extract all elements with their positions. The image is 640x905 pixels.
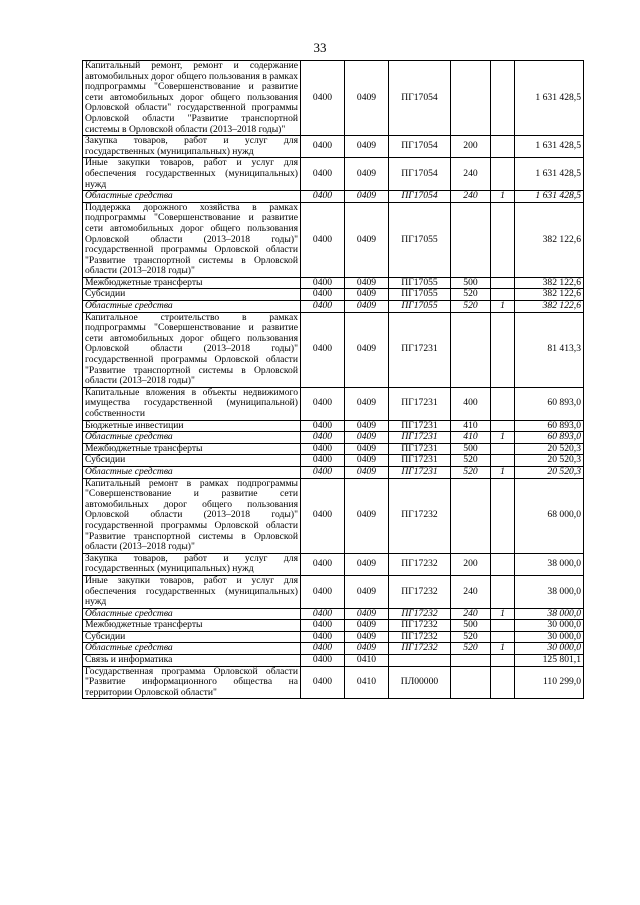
row-amount: 81 413,3	[515, 312, 584, 387]
row-funding-mark	[491, 312, 515, 387]
row-funding-mark	[491, 61, 515, 136]
page-number: 33	[313, 40, 327, 55]
row-name: Закупка товаров, работ и услуг для государственных (муниципальных) нужд	[83, 136, 301, 158]
row-subsection-code: 0409	[345, 289, 389, 301]
row-funding-mark: 1	[491, 466, 515, 478]
table-row	[83, 158, 584, 191]
table-row	[83, 455, 584, 467]
row-amount: 382 122,6	[515, 301, 584, 313]
table-row	[83, 553, 584, 575]
table-row	[83, 277, 584, 289]
row-funding-mark	[491, 478, 515, 553]
row-subsection-code: 0409	[345, 608, 389, 620]
row-name: Субсидии	[83, 289, 301, 301]
row-funding-mark	[491, 666, 515, 699]
row-section-code: 0400	[301, 666, 345, 699]
row-amount: 125 801,1	[515, 655, 584, 667]
row-subsection-code: 0409	[345, 312, 389, 387]
row-target-article: ПГ17055	[389, 301, 451, 313]
row-subsection-code: 0409	[345, 443, 389, 455]
row-funding-mark	[491, 655, 515, 667]
row-amount: 382 122,6	[515, 277, 584, 289]
row-section-code: 0400	[301, 575, 345, 608]
row-amount: 1 631 428,5	[515, 61, 584, 136]
row-funding-mark	[491, 202, 515, 277]
row-amount: 1 631 428,5	[515, 136, 584, 158]
row-name: Капитальные вложения в объекты недвижимого имущества государственной (муниципальной) собственности	[83, 387, 301, 420]
row-name: Бюджетные инвестиции	[83, 420, 301, 432]
row-target-article: ПГ17232	[389, 620, 451, 632]
row-target-article: ПЛ00000	[389, 666, 451, 699]
row-amount: 20 520,3	[515, 443, 584, 455]
row-funding-mark	[491, 277, 515, 289]
row-name: Капитальный ремонт, ремонт и содержание автомобильных дорог общего пользования в рамках подпрограммы "Совершенствование и развитие сети автомобильных дорог общего пользования Орловской области" государственной программы Орловской области "Развитие транспортной системы в Орловской области (2013–2018 годы)"	[83, 61, 301, 136]
row-subsection-code: 0409	[345, 643, 389, 655]
row-amount: 38 000,0	[515, 608, 584, 620]
row-expense-type: 410	[451, 420, 491, 432]
table-row	[83, 312, 584, 387]
table-row	[83, 289, 584, 301]
row-subsection-code: 0409	[345, 553, 389, 575]
row-expense-type: 520	[451, 643, 491, 655]
row-name: Межбюджетные трансферты	[83, 443, 301, 455]
row-expense-type: 240	[451, 158, 491, 191]
row-target-article	[389, 655, 451, 667]
row-section-code: 0400	[301, 478, 345, 553]
row-name: Субсидии	[83, 455, 301, 467]
row-target-article: ПГ17054	[389, 136, 451, 158]
row-funding-mark	[491, 420, 515, 432]
row-amount: 60 893,0	[515, 387, 584, 420]
table-row	[83, 191, 584, 203]
row-funding-mark	[491, 620, 515, 632]
row-target-article: ПГ17231	[389, 312, 451, 387]
table-row	[83, 420, 584, 432]
row-subsection-code: 0409	[345, 478, 389, 553]
row-expense-type: 520	[451, 301, 491, 313]
row-name: Связь и информатика	[83, 655, 301, 667]
row-name: Межбюджетные трансферты	[83, 277, 301, 289]
row-target-article: ПГ17232	[389, 608, 451, 620]
row-name: Межбюджетные трансферты	[83, 620, 301, 632]
row-name: Областные средства	[83, 608, 301, 620]
row-name: Областные средства	[83, 432, 301, 444]
row-target-article: ПГ17232	[389, 631, 451, 643]
table-row	[83, 655, 584, 667]
budget-table	[82, 60, 584, 699]
row-name: Иные закупки товаров, работ и услуг для обеспечения государственных (муниципальных) нужд	[83, 158, 301, 191]
row-target-article: ПГ17054	[389, 191, 451, 203]
row-funding-mark: 1	[491, 301, 515, 313]
row-section-code: 0400	[301, 158, 345, 191]
row-section-code: 0400	[301, 277, 345, 289]
row-section-code: 0400	[301, 455, 345, 467]
row-funding-mark	[491, 289, 515, 301]
row-expense-type: 520	[451, 631, 491, 643]
row-funding-mark	[491, 136, 515, 158]
row-amount: 382 122,6	[515, 202, 584, 277]
row-amount: 382 122,6	[515, 289, 584, 301]
row-target-article: ПГ17232	[389, 643, 451, 655]
row-subsection-code: 0409	[345, 301, 389, 313]
row-subsection-code: 0409	[345, 455, 389, 467]
row-section-code: 0400	[301, 202, 345, 277]
row-target-article: ПГ17231	[389, 420, 451, 432]
row-amount: 38 000,0	[515, 575, 584, 608]
row-subsection-code: 0409	[345, 191, 389, 203]
row-expense-type	[451, 61, 491, 136]
row-section-code: 0400	[301, 420, 345, 432]
row-amount: 30 000,0	[515, 643, 584, 655]
table-row	[83, 608, 584, 620]
row-amount: 30 000,0	[515, 631, 584, 643]
row-section-code: 0400	[301, 432, 345, 444]
row-funding-mark: 1	[491, 191, 515, 203]
table-row	[83, 301, 584, 313]
row-expense-type: 200	[451, 553, 491, 575]
row-amount: 68 000,0	[515, 478, 584, 553]
row-subsection-code: 0409	[345, 61, 389, 136]
row-target-article: ПГ17232	[389, 478, 451, 553]
row-amount: 1 631 428,5	[515, 158, 584, 191]
row-section-code: 0400	[301, 620, 345, 632]
row-section-code: 0400	[301, 608, 345, 620]
row-name: Субсидии	[83, 631, 301, 643]
row-funding-mark	[491, 443, 515, 455]
row-name: Областные средства	[83, 643, 301, 655]
row-expense-type: 520	[451, 455, 491, 467]
row-expense-type: 240	[451, 608, 491, 620]
row-target-article: ПГ17054	[389, 61, 451, 136]
row-section-code: 0400	[301, 136, 345, 158]
table-row	[83, 61, 584, 136]
table-row	[83, 387, 584, 420]
table-row	[83, 432, 584, 444]
row-section-code: 0400	[301, 61, 345, 136]
row-expense-type	[451, 666, 491, 699]
row-section-code: 0400	[301, 443, 345, 455]
row-name: Государственная программа Орловской области "Развитие информационного общества на территории Орловской области"	[83, 666, 301, 699]
row-target-article: ПГ17231	[389, 466, 451, 478]
row-section-code: 0400	[301, 643, 345, 655]
row-expense-type: 200	[451, 136, 491, 158]
row-funding-mark	[491, 631, 515, 643]
row-name: Областные средства	[83, 191, 301, 203]
row-target-article: ПГ17055	[389, 277, 451, 289]
row-section-code: 0400	[301, 631, 345, 643]
row-expense-type: 500	[451, 443, 491, 455]
row-subsection-code: 0409	[345, 575, 389, 608]
row-funding-mark	[491, 575, 515, 608]
row-funding-mark	[491, 387, 515, 420]
table-body	[83, 61, 584, 699]
row-subsection-code: 0409	[345, 387, 389, 420]
row-name: Капитальное строительство в рамках подпрограммы "Совершенствование и развитие сети автомобильных дорог общего пользования Орловской области (2013–2018 годы)" государственной программы Орловской области "Развитие транспортной системы в Орловской области (2013–2018 годы)"	[83, 312, 301, 387]
row-subsection-code: 0409	[345, 620, 389, 632]
row-section-code: 0400	[301, 312, 345, 387]
row-subsection-code: 0409	[345, 136, 389, 158]
row-funding-mark	[491, 455, 515, 467]
row-expense-type: 520	[451, 289, 491, 301]
row-section-code: 0400	[301, 191, 345, 203]
row-expense-type	[451, 202, 491, 277]
row-amount: 110 299,0	[515, 666, 584, 699]
row-amount: 30 000,0	[515, 620, 584, 632]
table-row	[83, 443, 584, 455]
row-amount: 20 520,3	[515, 455, 584, 467]
row-amount: 60 893,0	[515, 432, 584, 444]
row-subsection-code: 0409	[345, 202, 389, 277]
table-row	[83, 136, 584, 158]
row-section-code: 0400	[301, 387, 345, 420]
row-name: Закупка товаров, работ и услуг для государственных (муниципальных) нужд	[83, 553, 301, 575]
row-section-code: 0400	[301, 289, 345, 301]
row-target-article: ПГ17231	[389, 443, 451, 455]
table-row	[83, 620, 584, 632]
row-target-article: ПГ17055	[389, 202, 451, 277]
row-subsection-code: 0409	[345, 432, 389, 444]
row-target-article: ПГ17231	[389, 432, 451, 444]
row-expense-type: 240	[451, 575, 491, 608]
row-section-code: 0400	[301, 466, 345, 478]
row-name: Областные средства	[83, 466, 301, 478]
row-subsection-code: 0409	[345, 631, 389, 643]
row-name: Капитальный ремонт в рамках подпрограммы "Совершенствование и развитие сети автомобильных дорог общего пользования Орловской области (2013–2018 годы)" государственной программы Орловской области "Развитие транспортной системы в Орловской области (2013–2018 годы)"	[83, 478, 301, 553]
row-funding-mark: 1	[491, 608, 515, 620]
row-amount: 20 520,3	[515, 466, 584, 478]
row-subsection-code: 0410	[345, 666, 389, 699]
row-amount: 1 631 428,5	[515, 191, 584, 203]
row-name: Иные закупки товаров, работ и услуг для обеспечения государственных (муниципальных) нужд	[83, 575, 301, 608]
row-section-code: 0400	[301, 655, 345, 667]
row-subsection-code: 0410	[345, 655, 389, 667]
row-expense-type: 500	[451, 277, 491, 289]
row-amount: 38 000,0	[515, 553, 584, 575]
table-row	[83, 478, 584, 553]
row-name: Поддержка дорожного хозяйства в рамках подпрограммы "Совершенствование и развитие сети автомобильных дорог общего пользования Орловской области (2013–2018 годы)" государственной программы Орловской области "Развитие транспортной системы в Орловской области (2013–2018 годы)"	[83, 202, 301, 277]
row-section-code: 0400	[301, 553, 345, 575]
table-row	[83, 575, 584, 608]
row-funding-mark: 1	[491, 643, 515, 655]
row-funding-mark	[491, 553, 515, 575]
row-subsection-code: 0409	[345, 466, 389, 478]
row-name: Областные средства	[83, 301, 301, 313]
row-expense-type: 400	[451, 387, 491, 420]
table-row	[83, 643, 584, 655]
row-expense-type	[451, 312, 491, 387]
row-expense-type	[451, 655, 491, 667]
table-row	[83, 631, 584, 643]
row-expense-type: 410	[451, 432, 491, 444]
row-subsection-code: 0409	[345, 158, 389, 191]
row-funding-mark	[491, 158, 515, 191]
table-row	[83, 466, 584, 478]
row-target-article: ПГ17055	[389, 289, 451, 301]
row-section-code: 0400	[301, 301, 345, 313]
row-expense-type: 240	[451, 191, 491, 203]
row-target-article: ПГ17231	[389, 455, 451, 467]
row-funding-mark: 1	[491, 432, 515, 444]
row-target-article: ПГ17231	[389, 387, 451, 420]
row-target-article: ПГ17232	[389, 553, 451, 575]
row-expense-type: 500	[451, 620, 491, 632]
row-subsection-code: 0409	[345, 277, 389, 289]
row-target-article: ПГ17232	[389, 575, 451, 608]
row-expense-type	[451, 478, 491, 553]
table-row	[83, 202, 584, 277]
row-subsection-code: 0409	[345, 420, 389, 432]
row-expense-type: 520	[451, 466, 491, 478]
row-amount: 60 893,0	[515, 420, 584, 432]
table-row	[83, 666, 584, 699]
row-target-article: ПГ17054	[389, 158, 451, 191]
